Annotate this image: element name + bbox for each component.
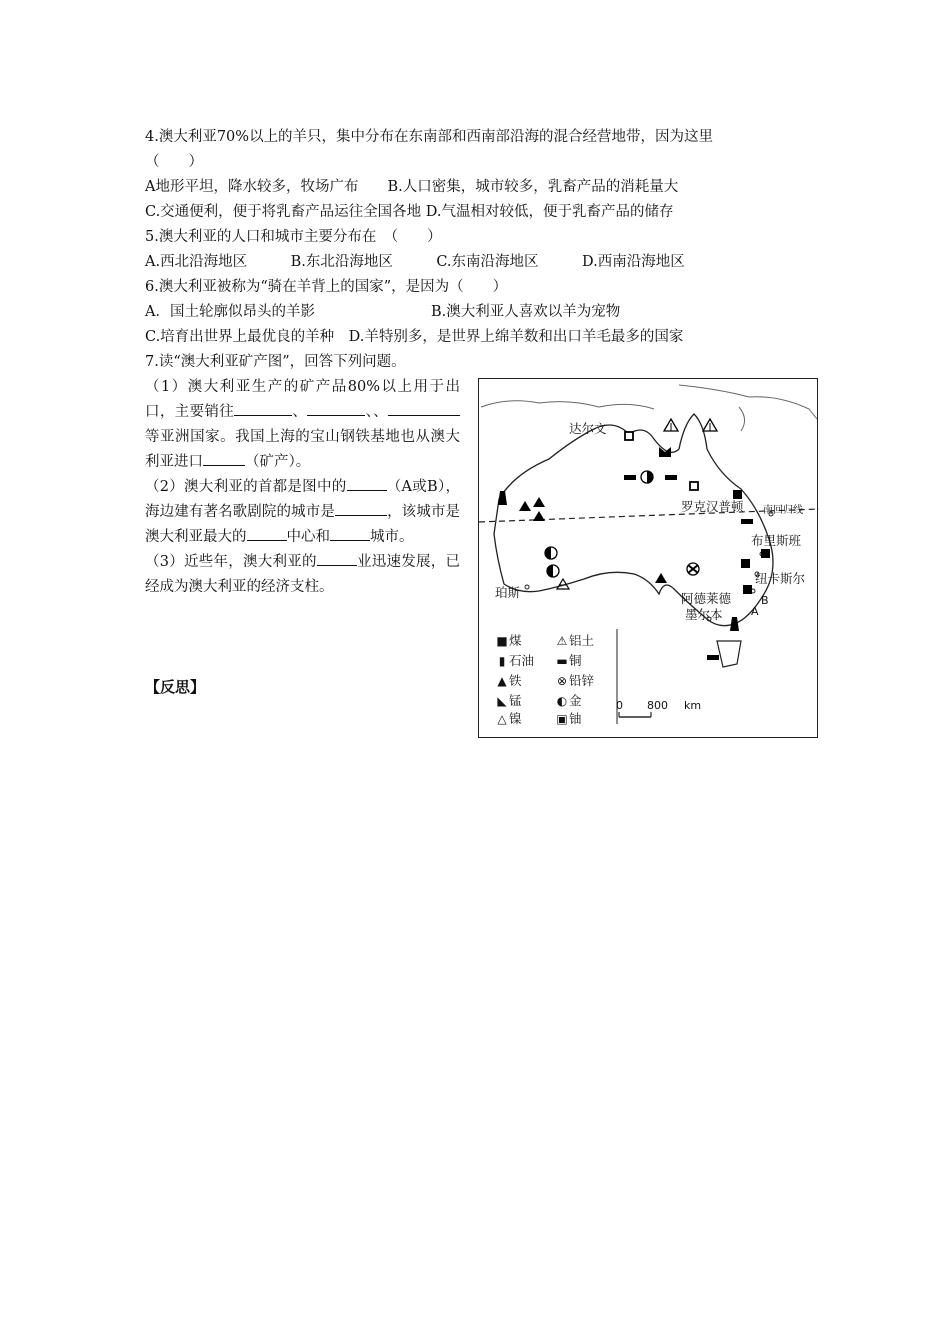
leadzinc-icon: ⊗ — [556, 674, 568, 688]
answer-blank[interactable] — [388, 401, 460, 416]
separator: 、 — [373, 404, 389, 420]
legend-coal: ■煤 — [496, 633, 522, 648]
uranium-icon: ▣ — [556, 712, 568, 726]
legend-oil: ▮ 石油 — [495, 651, 534, 669]
answer-blank[interactable] — [347, 476, 387, 491]
uranium-symbol — [625, 432, 633, 440]
coal-symbol — [743, 585, 752, 594]
q4-paren: （ ） — [145, 154, 203, 170]
legend-manganese: ◣ 锰 — [495, 691, 522, 709]
legend-leadzinc: ⊗ 铅锌 — [556, 673, 595, 688]
uranium-symbol — [690, 482, 698, 490]
coal-icon: ■ — [496, 634, 508, 648]
q4-option-ab: A地形平坦，降水较多，牧场广布 B.人口密集，城市较多，乳畜产品的消耗量大 — [145, 179, 679, 195]
q6-option-ab: A．国土轮廓似昂头的羊影 B.澳大利亚人喜欢以羊为宠物 — [145, 304, 621, 320]
label-adelaide: 阿德莱德 — [681, 591, 732, 606]
legend-bauxite: ⚠ 铝土 — [556, 633, 595, 648]
legend-copper: ▬铜 — [556, 653, 582, 668]
oil-icon: ▮ — [498, 654, 506, 668]
q7-p2-text-c: ，该城市是澳大利亚最大的 — [145, 504, 461, 545]
australia-mineral-map — [478, 378, 818, 738]
oil-symbol — [730, 617, 739, 631]
perth-dot — [525, 585, 529, 589]
q7-p3-text-b: 业迅速发展，已经成为澳大利亚的经济支柱。 — [145, 554, 460, 595]
separator: 、 — [365, 404, 374, 420]
copper-icon: ▬ — [556, 654, 568, 668]
label-darwin: 达尔文 — [569, 421, 607, 436]
q7-part1 — [145, 375, 460, 475]
answer-blank[interactable] — [247, 526, 287, 541]
coastline-newguinea — [679, 385, 817, 419]
q6-option-cd: C.培育出世界上最优良的羊种 D.羊特别多，是世界上绵羊数和出口羊毛最多的国家 — [145, 329, 684, 345]
iron-icon: ▲ — [497, 674, 507, 688]
q7-p3-text-a: （3）近些年，澳大利亚的 — [145, 554, 317, 570]
separator: 、 — [292, 404, 308, 420]
scale-zero: 0 — [616, 699, 623, 712]
coal-symbol — [741, 559, 750, 568]
q7-p2-text-b: （A或B），海边建有著名歌剧院的城市是 — [145, 479, 460, 520]
label-tropic: 南回归线 — [763, 505, 803, 516]
coastline-north — [481, 401, 654, 409]
copper-symbol — [707, 655, 719, 660]
iron-symbol — [533, 511, 545, 521]
q6-stem: 6.澳大利亚被称为“骑在羊背上的国家”，是因为（ ） — [145, 279, 508, 295]
q7-p2-text-e: 城市。 — [370, 529, 414, 545]
iron-symbol — [533, 497, 545, 507]
answer-blank[interactable] — [330, 526, 370, 541]
answer-blank[interactable] — [307, 401, 365, 416]
q7-p1-text-b: 等亚洲国家。我国上海的宝山钢铁基地也从澳大利亚进口 — [145, 429, 460, 470]
copper-symbol — [741, 519, 753, 524]
copper-symbol — [624, 475, 636, 480]
gold-icon: ◐ — [556, 694, 568, 708]
q5-stem: 5.澳大利亚的人口和城市主要分布在 （ ） — [145, 229, 442, 245]
q7-p1-text-a: （1）澳大利亚生产的矿产品80%以上用于出口，主要销往 — [145, 379, 460, 420]
q7-stem: 7.读“澳大利亚矿产图”，回答下列问题。 — [145, 354, 406, 370]
iron-symbol — [655, 573, 667, 583]
manganese-icon: ◣ — [497, 694, 507, 708]
q7-p2-text-d: 中心和 — [286, 529, 330, 545]
q7-p2-text-a: （2）澳大利亚的首都是图中的 — [145, 479, 347, 495]
coastline-tasmania — [717, 641, 741, 667]
iron-symbol — [519, 501, 531, 511]
q4-option-cd: C.交通便利，便于将乳畜产品运往全国各地 D.气温相对较低，便于乳畜产品的储存 — [145, 204, 674, 220]
q7-p1-text-c: （矿产）。 — [245, 454, 311, 470]
answer-blank[interactable] — [335, 501, 387, 516]
answer-blank[interactable] — [234, 401, 292, 416]
reflection-heading: 【反思】 — [145, 678, 206, 696]
q7-part2 — [145, 475, 460, 550]
answer-blank[interactable] — [317, 551, 357, 566]
label-melbourne: 墨尔本 — [685, 607, 723, 622]
copper-symbol — [665, 475, 677, 480]
q7-subquestions — [145, 375, 460, 600]
label-rockhampton: 罗克汉普顿 — [681, 499, 744, 514]
q7-part3 — [145, 550, 460, 600]
manganese-symbol — [659, 447, 671, 457]
coal-symbol — [761, 549, 770, 558]
label-point-b: B — [761, 594, 769, 607]
q4-stem: 4.澳大利亚70%以上的羊只，集中分布在东南部和西南部沿海的混合经营地带，因为这里 — [145, 129, 714, 145]
label-brisbane: 布里斯班 — [751, 533, 802, 548]
map-graphic — [479, 379, 819, 739]
scale-value: 800 — [647, 699, 668, 712]
answer-blank[interactable] — [203, 451, 245, 466]
label-point-a: A — [751, 605, 759, 618]
bauxite-icon: ⚠ — [556, 634, 568, 648]
label-perth: 珀斯 — [495, 585, 521, 600]
coastline-islands — [739, 407, 745, 431]
oil-symbol — [498, 491, 507, 505]
label-newcastle: 纽卡斯尔 — [755, 571, 806, 586]
q5-options: A.西北沿海地区 B.东北沿海地区 C.东南沿海地区 D.西南沿海地区 — [145, 254, 685, 270]
legend-gold: ◐ 金 — [556, 693, 582, 708]
legend-iron: ▲ 铁 — [495, 671, 522, 689]
legend-nickel: △ 镍 — [495, 709, 522, 727]
legend-uranium: ▣铀 — [556, 711, 582, 726]
scale-unit: km — [684, 699, 702, 712]
nickel-icon: △ — [497, 712, 507, 726]
